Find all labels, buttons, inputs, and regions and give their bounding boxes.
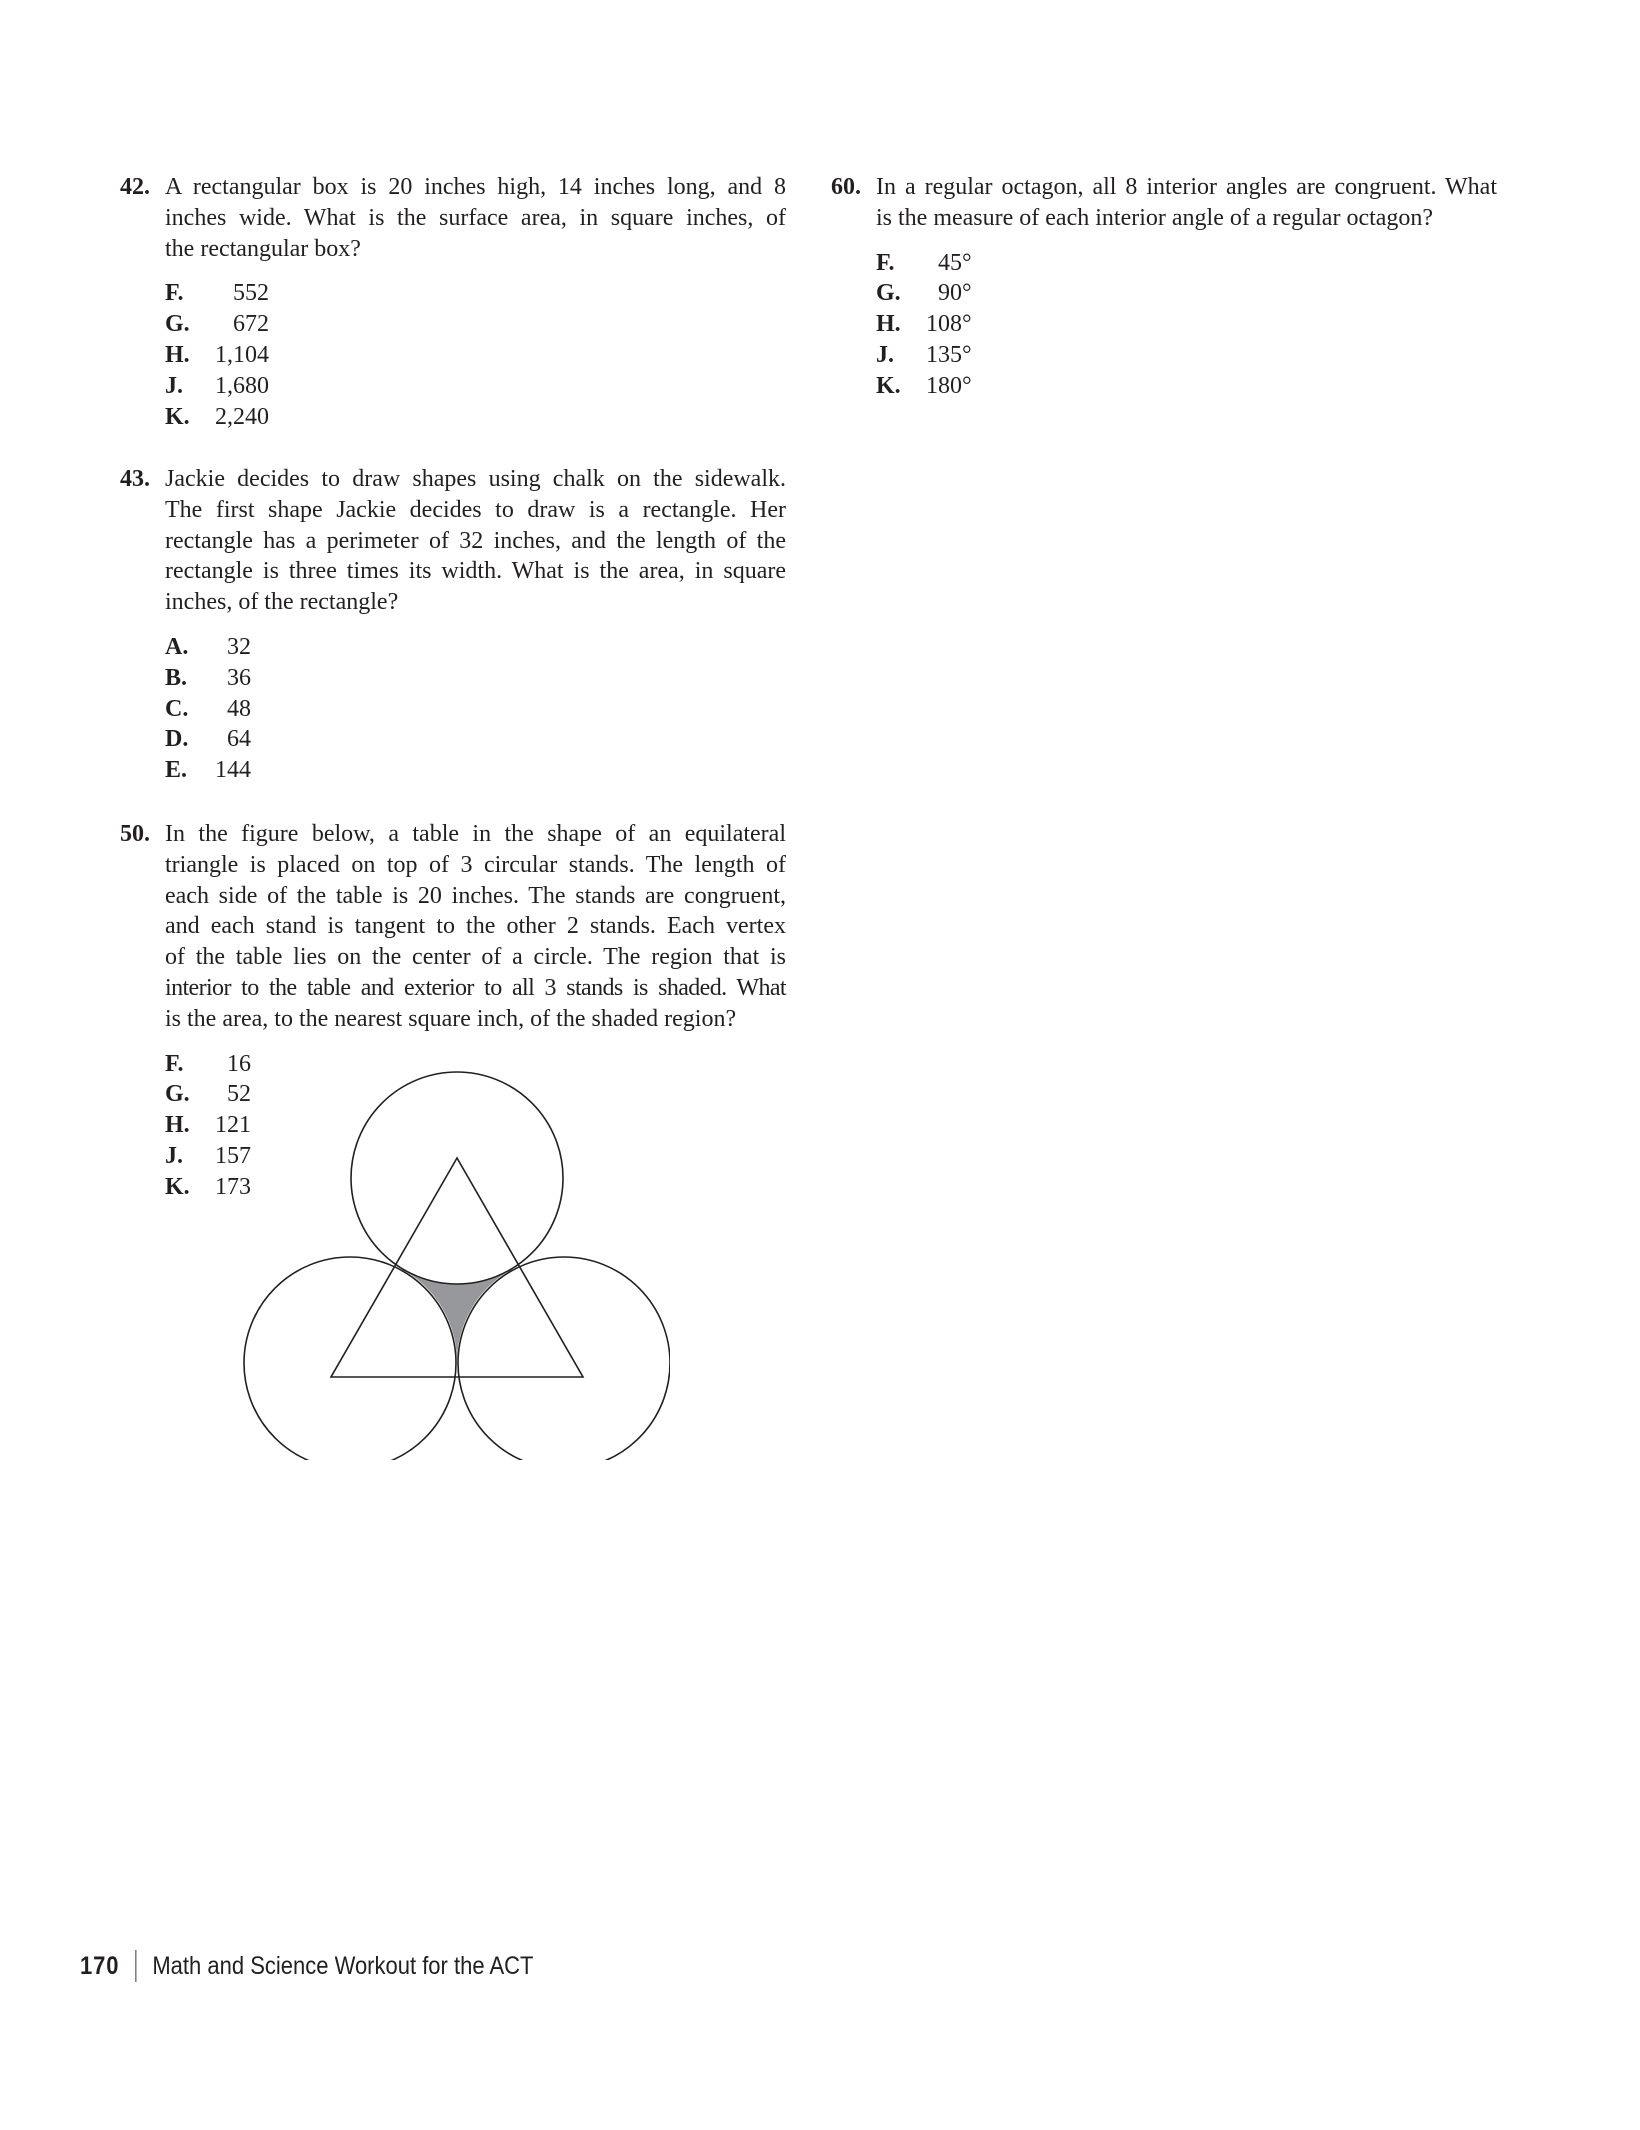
question-text-line: rectangle is three times its width. What is the area, in square [165,558,786,585]
question-text-line: In a regular octagon, all 8 interior angles are congruent. What [876,174,1497,200]
choice-value[interactable]: 90° [938,280,972,307]
choice-letter[interactable]: F. [165,1050,184,1077]
choice-letter[interactable]: A. [165,633,189,660]
question-text-line: is the area, to the nearest square inch, of the shaded region? [165,1005,737,1032]
choice-letter[interactable]: H. [165,1112,190,1139]
choice-value[interactable]: 144 [215,757,251,784]
choice-value[interactable]: 16 [227,1050,251,1077]
stand-circle-right [458,1257,670,1460]
choice-value[interactable]: 157 [215,1142,251,1169]
question-text-line: of the table lies on the center of a circle. The region that is [165,944,786,971]
question-number: 43. [120,466,150,492]
choice-value[interactable]: 48 [227,695,251,722]
choice-letter[interactable]: B. [165,664,188,691]
answer-choices [165,278,269,432]
choice-letter[interactable]: G. [876,280,901,307]
stand-circle-left [244,1257,456,1460]
choice-letter[interactable]: C. [165,695,189,722]
question-text-line: In the figure below, a table in the shape of an equilateral [165,821,786,847]
question-number: 42. [120,174,150,200]
choice-value[interactable]: 180° [926,372,972,399]
choice-value[interactable]: 672 [233,311,269,338]
footer-divider [135,1950,136,1982]
answer-choices [165,632,251,786]
choice-value[interactable]: 173 [215,1173,251,1200]
choice-letter[interactable]: K. [165,1173,190,1200]
question-text-line: is the measure of each interior angle of a regular octagon? [876,204,1434,231]
choice-value[interactable]: 36 [227,664,251,691]
question-number: 60. [831,174,861,200]
question-text-line: Jackie decides to draw shapes using chalk on the sidewalk. [165,466,786,492]
choice-letter[interactable]: J. [876,341,894,368]
page-number: 170 [80,1951,120,1980]
choice-letter[interactable]: D. [165,726,189,753]
choice-letter[interactable]: F. [165,280,184,307]
choice-letter[interactable]: E. [165,757,188,784]
question-text-line: and each stand is tangent to the other 2 stands. Each vertex [165,913,786,940]
choice-value[interactable]: 2,240 [215,403,269,430]
question-text-line: triangle is placed on top of 3 circular stands. The length of [165,851,786,878]
choice-value[interactable]: 64 [227,726,251,753]
choice-letter[interactable]: F. [876,249,895,276]
choice-letter[interactable]: J. [165,1142,183,1169]
book-title: Math and Science Workout for the ACT [152,1951,534,1980]
question-42 [120,172,786,432]
page-footer [80,1950,533,1982]
choice-value[interactable]: 32 [227,633,251,660]
choice-value[interactable]: 135° [926,341,972,368]
choice-value[interactable]: 1,680 [215,372,269,399]
answer-choices [876,248,972,402]
stand-circle-top [351,1072,563,1284]
choice-value[interactable]: 52 [227,1081,251,1108]
choice-letter[interactable]: G. [165,311,190,338]
choice-letter[interactable]: H. [165,341,190,368]
question-43 [120,464,786,786]
triangle-circles-figure [230,1050,670,1460]
choice-letter[interactable]: K. [165,403,190,430]
question-text [165,464,786,618]
choice-letter[interactable]: K. [876,372,901,399]
question-text [876,172,1497,234]
question-text-line: interior to the table and exterior to all 3 stands is shaded. What [165,974,786,1001]
question-number: 50. [120,821,150,847]
question-text-line: rectangle has a perimeter of 32 inches, and the length of the [165,527,786,554]
question-text-line: inches, of the rectangle? [165,589,399,616]
question-text-line: the rectangular box? [165,235,361,262]
question-text-line: A rectangular box is 20 inches high, 14 inches long, and 8 [165,174,786,200]
question-text [165,819,786,1035]
choice-value[interactable]: 1,104 [215,341,269,368]
choice-value[interactable]: 552 [233,280,269,307]
question-text-line: The first shape Jackie decides to draw is a rectangle. Her [165,496,786,523]
question-text [165,172,786,264]
choice-value[interactable]: 45° [938,249,972,276]
choice-letter[interactable]: J. [165,372,183,399]
choice-value[interactable]: 121 [215,1112,251,1139]
choice-value[interactable]: 108° [926,311,972,338]
question-60 [831,172,1497,402]
choice-letter[interactable]: G. [165,1081,190,1108]
question-text-line: inches wide. What is the surface area, in square inches, of [165,204,786,231]
choice-letter[interactable]: H. [876,311,901,338]
question-text-line: each side of the table is 20 inches. The stands are congruent, [165,882,786,909]
